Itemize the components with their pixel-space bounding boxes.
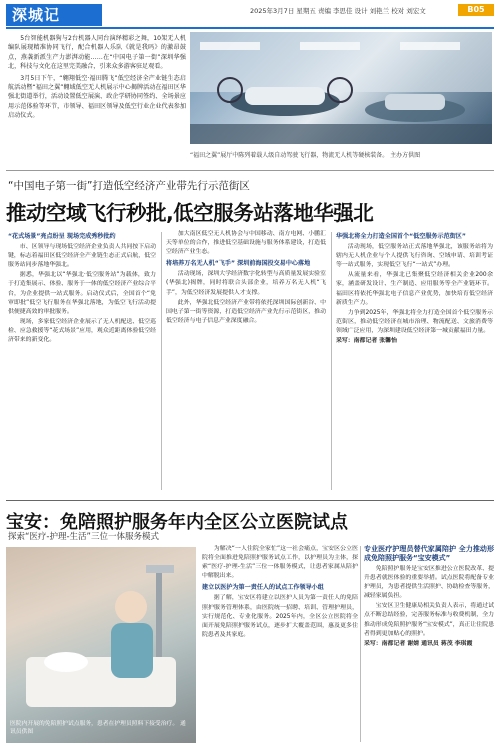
caregiver-photo-illustration [6,547,196,743]
lead-paragraph: 5台智能机器狗与2台机器人同台演绎精彩之舞，10架无人机编队展现精准协同飞行，配合机器人乐队《就是我吗》的激昂鼓点，燕袭新派生产力澎湃动能……在“中国电子第一街”深圳华强北，科技与文化在这里完美融合，引来众多游客驻足观看。 [8,35,186,71]
page-number-badge: B05 [458,4,494,16]
second-subheadline: 探索“医疗-护理-生活”三位一体服务模式 [8,532,159,542]
article-subheadline: “中国电子第一街”打造低空经济产业带先行示范街区 [8,180,250,192]
body-paragraph: 据了解，宝安区将建立以医护人员为第一责任人的免陪照护服务管理体系，由医院统一招聘、培训、管理护理员，实行规范化、专业化服务。2025年内，全区公立医院将全面开展免陪照护服务试点，逐步扩大覆盖范围，惠及更多住院患者及其家庭。 [202,595,358,638]
story-divider [6,500,494,501]
body-paragraph: 此外，华强北低空经济产业带将依托深圳国际创新谷、中国电子第一街等资源，打造低空经济产业先行示范街区，推动低空经济与电子信息产业深度融合。 [166,299,326,324]
body-paragraph: 现场，多家低空经济企业展示了无人机配送、低空巡检、应急救援等“花式场景”应用，观众近距离体验低空经济带来的新变化。 [8,318,156,344]
photo-caption: 医院内开展的免陪照护试点服务，患者在护理员照料下接受治疗。 通讯员供图 [10,721,186,735]
lead-text [8,34,186,123]
body-paragraph: 据悉，华强北以“华强北·低空服务站”为载体，致力于打造集展示、体验、服务于一体的低空经济产业综合平台，为企业提供一站式服务。启动仪式后，全国首个“免审即批”低空飞行服务在华强北落地，为低空飞行活动提供便捷高效的审批服务。 [8,272,156,315]
article-column-3 [336,230,493,347]
article-column-1 [8,230,156,346]
body-paragraph: 为解决“一人住院全家忙”这一社会痛点，宝安区公立医院将全面推进免陪照护服务试点工作，以护理员为主体，探索“医疗-护理-生活”三位一体服务模式，让患者家属从陪护中解脱出来。 [202,546,358,580]
body-paragraph: 力争到2025年，华强北将全力打造全国首个低空服务示范街区，推动低空经济在城市治理、物流配送、文旅消费等领域广泛应用，为深圳建设低空经济第一城贡献福田力量。 [336,309,493,334]
section-subhead: 将培养万名无人机“飞手” 深圳前海国投交易中心落地 [166,260,311,268]
caregiver-photo [6,547,196,743]
body-paragraph: 市、区领导与现场低空经济企业负责人共同按下启动键，标志着福田区低空经济全产业链生态正式启航，低空服务站同步落地华强北。 [8,244,156,269]
dateline: 2025年3月7日 星期五 责编 李思佳 设计 刘艳兰 校对 刘宏文 [250,7,426,15]
column-divider [161,232,162,490]
exhibition-hall-photo [190,32,492,144]
sidebar-box [364,545,494,741]
body-paragraph: 宝安区卫生健康局相关负责人表示，将通过试点不断总结经验，完善服务标准与收费机制，全力推动形成免陪照护服务“宝安模式”，真正让住院患者得到更加贴心的照护。 [364,603,494,637]
divider [6,170,494,171]
article-headline: 推动空域飞行秒批,低空服务站落地华强北 [6,201,374,225]
column-divider [360,546,361,742]
body-paragraph: 活动现场，低空服务站正式落地华强北，该服务站将为辖内无人机企业与个人提供飞行咨询、空域申请、培训考证等一站式服务，实现低空飞行“一站式”办理。 [336,244,493,269]
section-subhead: “花式场景”亮点纷呈 现场完成秀秒批约 [8,233,116,240]
body-paragraph: 加大南区低空无人机协会与中国移动、南方电网、小鹏汇天等单位的合作，推进低空基础设施与服务体系建设，打造低空经济产业生态。 [166,231,326,256]
byline: 采写：南都记者 张馨怡 [336,338,397,345]
masthead-rule [6,27,494,29]
column-divider [331,232,332,490]
section-masthead: 深城记 [6,4,102,26]
body-paragraph: 从流量来看，华强北已集聚低空经济相关企业200余家，涵盖研发设计、生产制造、应用服务等全产业链环节。福田区将依托华强北电子信息产业优势，加快培育低空经济新质生产力。 [336,272,493,306]
sidebar-box-heading: 专业医疗护理员替代家属陪护 全力推动形成免陪照护服务“宝安模式” [364,545,494,562]
second-story-column [202,545,358,641]
lead-paragraph: 3月5日下午，“翱翔低空·福田腾飞”低空经济全产业链生态启航活动暨“福田之翼”翱域低空无人机展示中心揭牌活动在福田区华强北街道举行，活动设置低空展演、政企学研协同签约、全场景应用示范体验等环节，市领导、福田区领导及低空行业企业代表参加启动仪式。 [8,74,186,120]
article-column-2 [166,230,326,327]
byline: 采写：南都记者 谢婧 通讯员 蒋茂 李琪霞 [364,640,473,647]
photo-caption: “福田之翼”展厅中陈列着载人级自动驾驶飞行器，物流无人机等硬核装备。 主办方供图 [190,152,421,159]
second-headline: 宝安：免陪照护服务年内全区公立医院试点 [6,512,348,533]
section-subhead: 建立以医护为第一责任人的试点工作领导小组 [202,584,324,592]
section-subhead: 华强北将全力打造全国首个“低空服务示范街区” [336,233,466,240]
body-paragraph: 免陪照护服务是宝安区推进公立医院改革、提升患者就医体验的重要举措。试点医院将配备专业护理员，为患者提供生活照护、协助检查等服务，减轻家属负担。 [364,566,494,600]
exhibition-photo-illustration [190,32,492,144]
body-paragraph: 活动现场，深圳大学经济数字化转型与高质量发展实验室(华强北)揭牌，同时将联合头部企业，培养万名无人机“飞手”，为低空经济发展提供人才支撑。 [166,271,326,296]
